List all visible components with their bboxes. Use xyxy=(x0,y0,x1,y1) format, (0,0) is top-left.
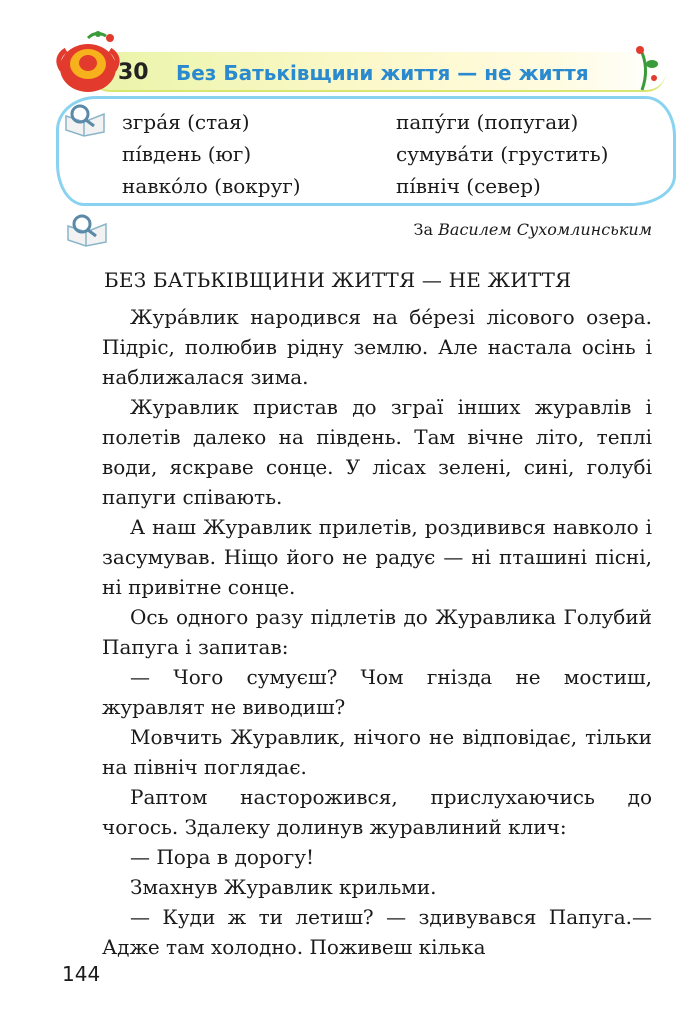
vocab-item: згра́я (стая) xyxy=(122,110,250,134)
story-paragraph: Змахнув Журавлик крильми. xyxy=(130,875,437,899)
lesson-title: Без Батьківщини життя — не життя xyxy=(176,61,589,85)
story-title: БЕЗ БАТЬКІВЩИНИ ЖИТТЯ — НЕ ЖИТТЯ xyxy=(104,268,572,292)
story-paragraph: — Куди ж ти летиш? — здивувався Папуга.— Адже там холодно. Поживеш кілька xyxy=(102,905,652,959)
story-paragraph: Мовчить Журавлик, нічого не відповідає, тільки на північ поглядає. xyxy=(102,725,652,779)
vocab-item: пі́вдень (юг) xyxy=(122,142,252,166)
author-name: Василем Сухомлинським xyxy=(438,220,652,239)
vocab-item: навко́ло (вокруг) xyxy=(122,174,301,198)
lesson-header xyxy=(0,0,700,110)
author-credit xyxy=(414,220,652,239)
flower-ornament-icon xyxy=(48,30,128,100)
reading-book-icon xyxy=(64,214,110,248)
vocabulary-left-column xyxy=(122,106,301,202)
vocab-item: пі́вніч (север) xyxy=(396,174,541,198)
story-paragraph: — Чого сумуєш? Чом гнізда не мостиш, журавлят не виводиш? xyxy=(102,665,652,719)
vocab-item: сумува́ти (грустить) xyxy=(396,142,609,166)
story-paragraph: Жура́влик народився на бе́резі лісового озера. Підріс, полюбив рідну землю. Але настала осінь і наближалася зима. xyxy=(102,305,652,389)
book-icon xyxy=(62,104,108,138)
vocabulary-right-column xyxy=(396,106,608,202)
story-paragraph: Раптом насторожився, прислухаючись до чогось. Здалеку долинув журавлиний клич: xyxy=(102,785,652,839)
lesson-number: 30 xyxy=(118,60,149,85)
vocab-item: папу́ги (попугаи) xyxy=(396,110,579,134)
story-text xyxy=(102,302,652,962)
page-number: 144 xyxy=(62,962,101,986)
story-paragraph: — Пора в дорогу! xyxy=(130,845,315,869)
story-paragraph: Журавлик пристав до зграї інших журавлів і полетів далеко на південь. Там вічне літо, теплі води, яскраве сонце. У лісах зелені, сині, голубі папуги співають. xyxy=(102,395,652,509)
story-paragraph: Ось одного разу підлетів до Журавлика Голубий Папуга і запитав: xyxy=(102,605,652,659)
sprig-ornament-icon xyxy=(632,44,666,92)
author-prefix: За xyxy=(413,220,434,239)
story-paragraph: А наш Журавлик прилетів, роздивився навколо і засумував. Ніщо його не радує — ні пташині пісні, ні привітне сонце. xyxy=(102,515,652,599)
